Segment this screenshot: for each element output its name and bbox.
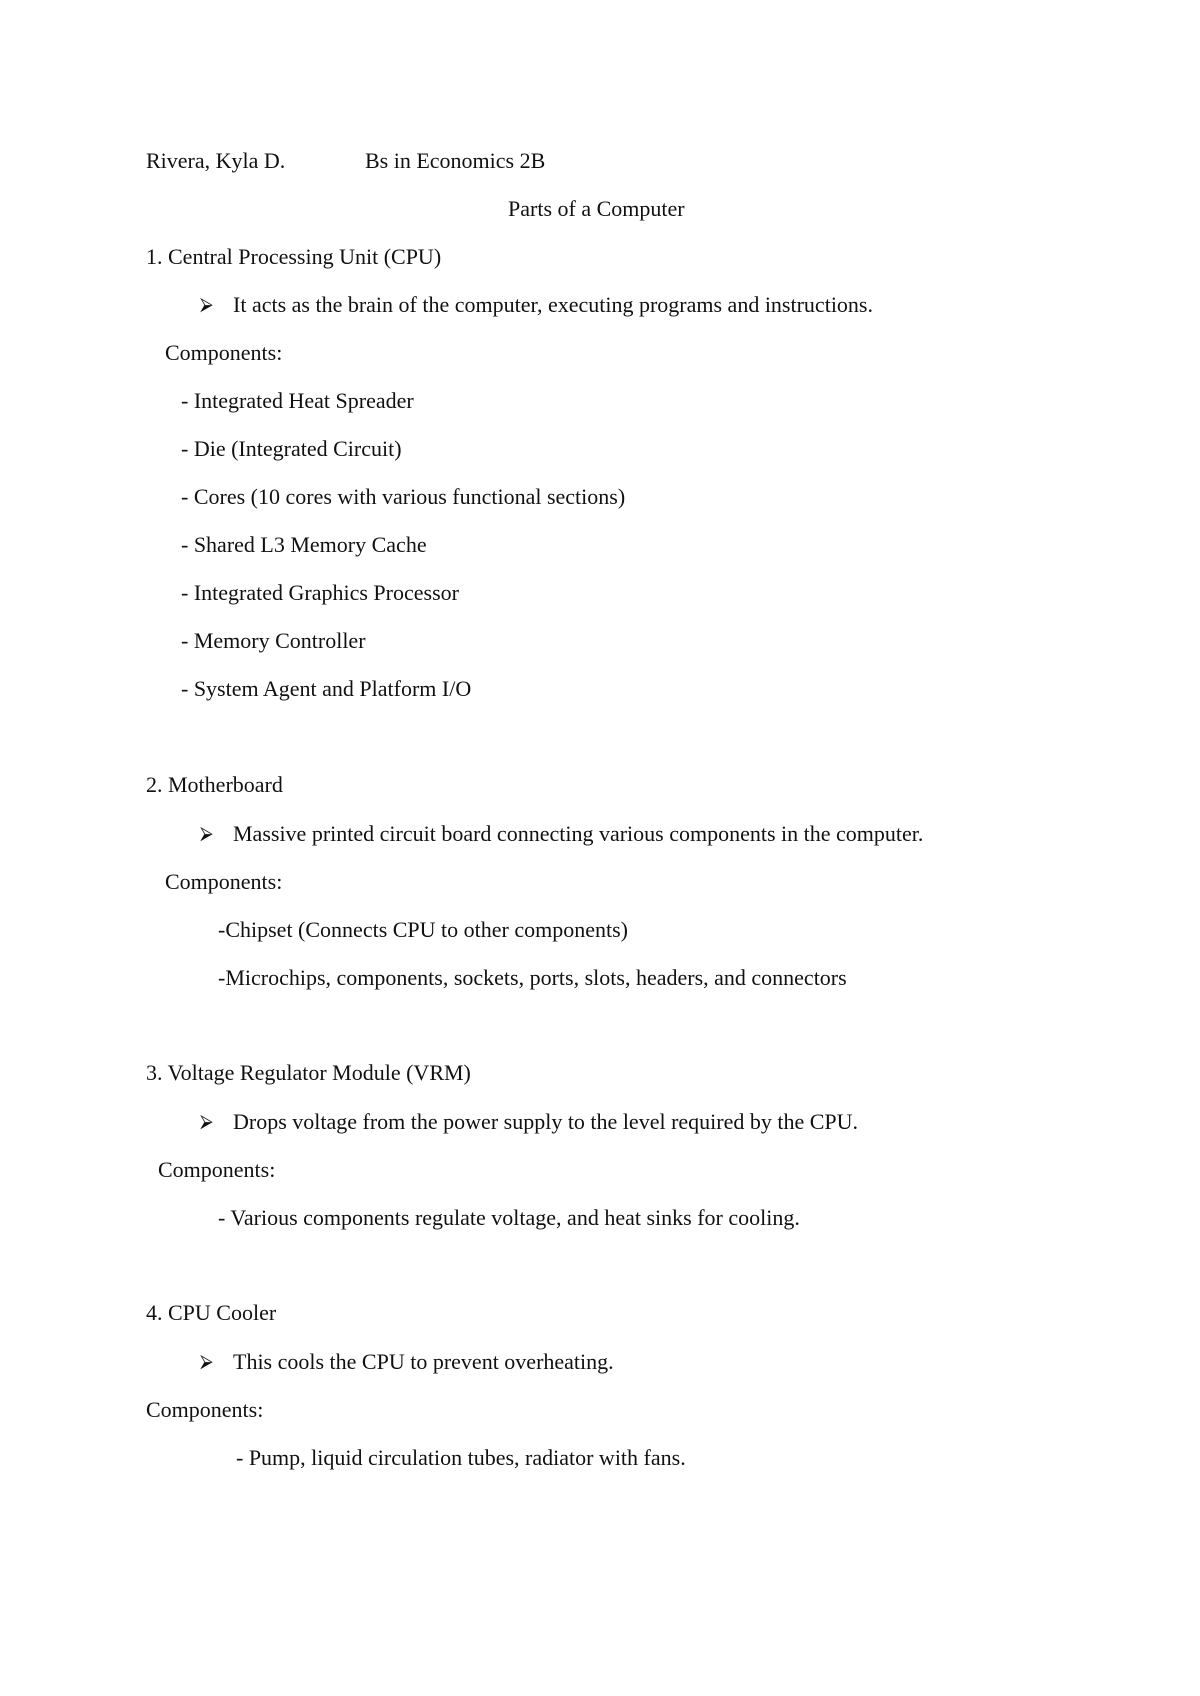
component-item: - Pump, liquid circulation tubes, radiator with fans. — [236, 1445, 686, 1470]
components-label-motherboard: Components: — [165, 869, 283, 894]
author-name: Rivera, Kyla D. — [146, 148, 286, 173]
section-bullet-cpu: It acts as the brain of the computer, executing programs and instructions. — [233, 292, 873, 317]
arrow-bullet-icon: ⮚ — [200, 1111, 213, 1132]
section-bullet-motherboard: Massive printed circuit board connecting various components in the computer. — [233, 821, 924, 846]
component-item: - Integrated Graphics Processor — [181, 580, 459, 605]
course-label: Bs in Economics 2B — [365, 148, 546, 173]
section-heading-cpu: 1. Central Processing Unit (CPU) — [146, 244, 442, 269]
section-heading-motherboard: 2. Motherboard — [146, 772, 283, 797]
section-heading-cooler: 4. CPU Cooler — [146, 1300, 277, 1325]
component-item: -Microchips, components, sockets, ports, slots, headers, and connectors — [218, 965, 847, 990]
arrow-bullet-icon: ⮚ — [200, 823, 213, 844]
component-item: - Memory Controller — [181, 628, 366, 653]
component-item: - Die (Integrated Circuit) — [181, 436, 402, 461]
component-item: - System Agent and Platform I/O — [181, 676, 472, 701]
component-item: - Cores (10 cores with various functional sections) — [181, 484, 626, 509]
section-heading-vrm: 3. Voltage Regulator Module (VRM) — [146, 1060, 471, 1085]
component-item: - Integrated Heat Spreader — [181, 388, 414, 413]
document-title: Parts of a Computer — [508, 196, 685, 221]
section-bullet-vrm: Drops voltage from the power supply to the level required by the CPU. — [233, 1109, 859, 1134]
components-label-cpu: Components: — [165, 340, 283, 365]
component-item: - Various components regulate voltage, and heat sinks for cooling. — [218, 1205, 800, 1230]
components-label-cooler: Components: — [146, 1397, 264, 1422]
section-bullet-cooler: This cools the CPU to prevent overheating. — [233, 1349, 614, 1374]
arrow-bullet-icon: ⮚ — [200, 294, 213, 315]
components-label-vrm: Components: — [158, 1157, 276, 1182]
component-item: -Chipset (Connects CPU to other components) — [218, 917, 629, 942]
arrow-bullet-icon: ⮚ — [200, 1351, 213, 1372]
component-item: - Shared L3 Memory Cache — [181, 532, 427, 557]
